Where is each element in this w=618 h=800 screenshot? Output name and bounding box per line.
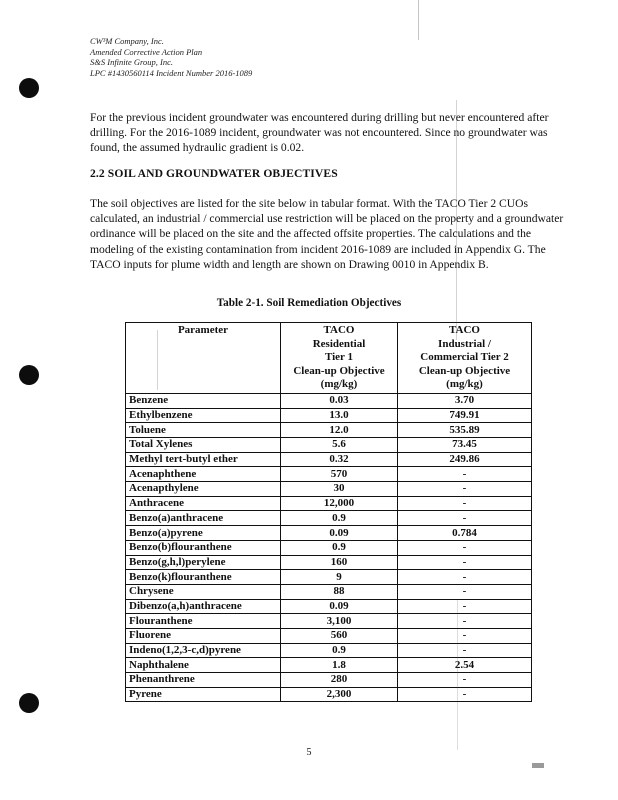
- section-heading: 2.2 SOIL AND GROUNDWATER OBJECTIVES: [90, 167, 338, 180]
- cell-residential: 9: [281, 570, 398, 585]
- cell-industrial: -: [398, 628, 532, 643]
- table-row: [126, 467, 532, 482]
- cell-parameter: Ethylbenzene: [126, 408, 281, 423]
- cell-residential: 2,300: [281, 687, 398, 702]
- table-row: [126, 408, 532, 423]
- cell-residential: 0.03: [281, 393, 398, 408]
- cell-industrial: 749.91: [398, 408, 532, 423]
- cell-industrial: -: [398, 496, 532, 511]
- scan-speckle: [418, 0, 419, 40]
- cell-parameter: Benzo(k)flouranthene: [126, 570, 281, 585]
- cell-industrial: -: [398, 511, 532, 526]
- table-row: [126, 496, 532, 511]
- table-row: [126, 599, 532, 614]
- cell-industrial: -: [398, 614, 532, 629]
- header-industrial: TACO Industrial / Commercial Tier 2 Clean-up Objective (mg/kg): [398, 323, 532, 394]
- cell-industrial: -: [398, 643, 532, 658]
- table-row: [126, 687, 532, 702]
- table-header-row: [126, 323, 532, 394]
- binder-hole-bottom: [19, 693, 39, 713]
- cell-parameter: Naphthalene: [126, 658, 281, 673]
- binder-hole-top: [19, 78, 39, 98]
- document-header: [90, 36, 252, 78]
- cell-parameter: Benzo(b)flouranthene: [126, 540, 281, 555]
- table-row: [126, 614, 532, 629]
- cell-parameter: Pyrene: [126, 687, 281, 702]
- cell-parameter: Chrysene: [126, 584, 281, 599]
- table-row: [126, 482, 532, 497]
- scan-speckle: [456, 100, 457, 340]
- table-row: [126, 658, 532, 673]
- table-row: [126, 393, 532, 408]
- header-plan-title: Amended Corrective Action Plan: [90, 46, 203, 57]
- cell-parameter: Methyl tert-butyl ether: [126, 452, 281, 467]
- scan-speckle: [157, 330, 158, 390]
- header-client: S&S Infinite Group, Inc.: [90, 57, 174, 67]
- table-row: [126, 584, 532, 599]
- cell-parameter: Phenanthrene: [126, 673, 281, 688]
- table-row: [126, 570, 532, 585]
- binder-hole-middle: [19, 365, 39, 385]
- soil-objectives-paragraph: The soil objectives are listed for the site below in tabular format. With the TACO Tier 2 CUOs calculated, an industrial / commercial use restriction will be placed on the property and a groundwater ordinance will be placed on the site and the affected offsite properties. The calculations and the modeling of the existing contamination from incident 2016-1089 are included in Appendix G. The TACO inputs for plume width and length are shown on Drawing 0010 in Appendix B.: [90, 197, 564, 271]
- cell-residential: 12,000: [281, 496, 398, 511]
- cell-parameter: Fluorene: [126, 628, 281, 643]
- cell-parameter: Benzene: [126, 393, 281, 408]
- cell-industrial: -: [398, 467, 532, 482]
- cell-parameter: Benzo(a)pyrene: [126, 526, 281, 541]
- cell-industrial: -: [398, 673, 532, 688]
- cell-parameter: Benzo(g,h,l)perylene: [126, 555, 281, 570]
- cell-industrial: -: [398, 570, 532, 585]
- cell-industrial: 249.86: [398, 452, 532, 467]
- cell-residential: 0.09: [281, 599, 398, 614]
- cell-industrial: -: [398, 687, 532, 702]
- cell-parameter: Flouranthene: [126, 614, 281, 629]
- cell-industrial: 535.89: [398, 423, 532, 438]
- soil-remediation-table: [125, 322, 532, 702]
- header-residential: TACO Residential Tier 1 Clean-up Objective (mg/kg): [281, 323, 398, 394]
- cell-industrial: -: [398, 555, 532, 570]
- cell-parameter: Indeno(1,2,3-c,d)pyrene: [126, 643, 281, 658]
- cell-parameter: Acenaphthene: [126, 467, 281, 482]
- cell-parameter: Acenapthylene: [126, 482, 281, 497]
- cell-industrial: 3.70: [398, 393, 532, 408]
- cell-industrial: 73.45: [398, 438, 532, 453]
- table-row: [126, 423, 532, 438]
- cell-residential: 280: [281, 673, 398, 688]
- table-row: [126, 540, 532, 555]
- cell-parameter: Anthracene: [126, 496, 281, 511]
- cell-industrial: -: [398, 482, 532, 497]
- cell-residential: 88: [281, 584, 398, 599]
- cell-residential: 0.9: [281, 540, 398, 555]
- cell-residential: 570: [281, 467, 398, 482]
- cell-residential: 0.32: [281, 452, 398, 467]
- table-row: [126, 452, 532, 467]
- header-parameter: Parameter: [126, 323, 281, 394]
- cell-parameter: Benzo(a)anthracene: [126, 511, 281, 526]
- cell-industrial: 0.784: [398, 526, 532, 541]
- cell-residential: 160: [281, 555, 398, 570]
- cell-residential: 30: [281, 482, 398, 497]
- table-row: [126, 628, 532, 643]
- cell-residential: 12.0: [281, 423, 398, 438]
- table-caption: Table 2-1. Soil Remediation Objectives: [216, 297, 402, 309]
- cell-residential: 3,100: [281, 614, 398, 629]
- cell-industrial: 2.54: [398, 658, 532, 673]
- table-body: [126, 393, 532, 701]
- table-row: [126, 526, 532, 541]
- scan-artifact: [532, 763, 544, 768]
- cell-residential: 0.09: [281, 526, 398, 541]
- table-row: [126, 438, 532, 453]
- scan-speckle: [457, 600, 458, 750]
- cell-parameter: Toluene: [126, 423, 281, 438]
- table-row: [126, 673, 532, 688]
- cell-residential: 5.6: [281, 438, 398, 453]
- page-number: 5: [306, 747, 312, 758]
- header-company: CW³M Company, Inc.: [90, 36, 164, 46]
- table-row: [126, 555, 532, 570]
- cell-residential: 0.9: [281, 643, 398, 658]
- cell-residential: 1.8: [281, 658, 398, 673]
- cell-industrial: -: [398, 540, 532, 555]
- header-incident: LPC #1430560114 Incident Number 2016-1089: [90, 67, 253, 78]
- cell-residential: 560: [281, 628, 398, 643]
- groundwater-paragraph: For the previous incident groundwater was encountered during drilling but never encountered after drilling. For the 2016-1089 incident, groundwater was not encountered. Since no groundwater was found, the assumed hydraulic gradient is 0.02.: [90, 111, 549, 155]
- cell-industrial: -: [398, 584, 532, 599]
- cell-parameter: Dibenzo(a,h)anthracene: [126, 599, 281, 614]
- cell-residential: 13.0: [281, 408, 398, 423]
- cell-parameter: Total Xylenes: [126, 438, 281, 453]
- cell-residential: 0.9: [281, 511, 398, 526]
- table-row: [126, 511, 532, 526]
- table-row: [126, 643, 532, 658]
- cell-industrial: -: [398, 599, 532, 614]
